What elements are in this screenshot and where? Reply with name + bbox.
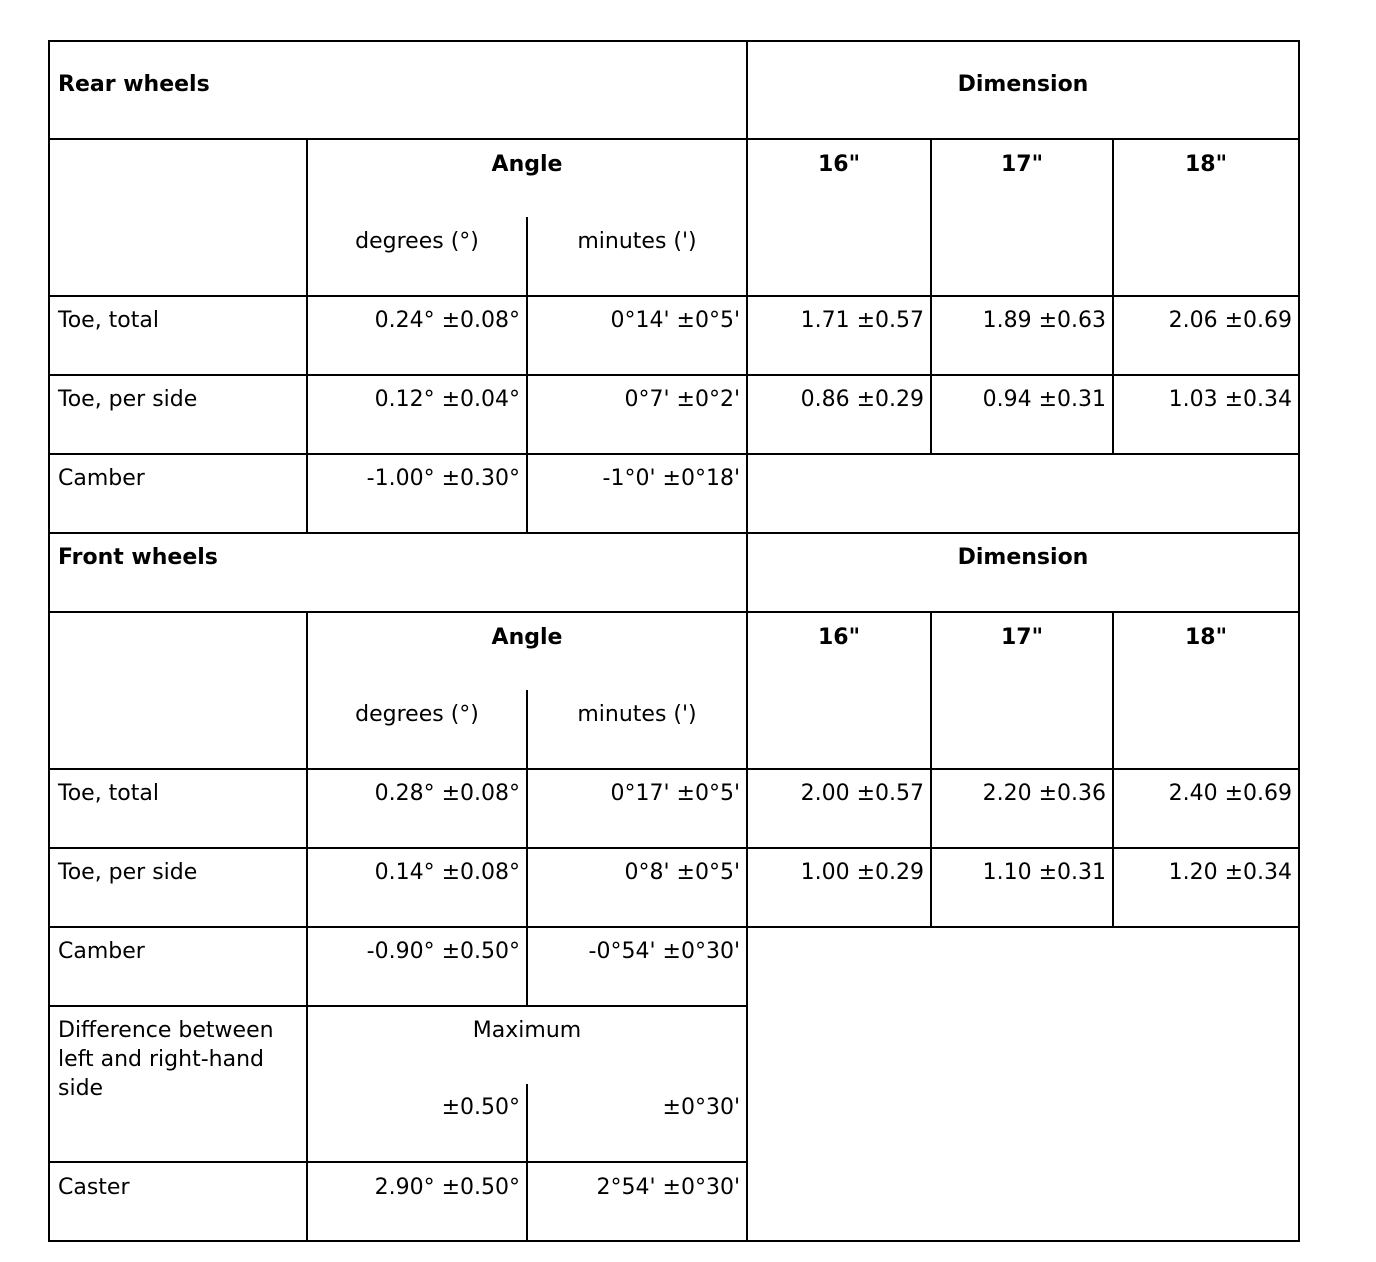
rear-row-dim-16: 0.86 ±0.29 <box>800 387 924 412</box>
front-degrees-header: degrees (°) <box>355 702 479 727</box>
rear-row-degrees: 0.12° ±0.04° <box>374 387 520 412</box>
front-minutes-header: minutes (') <box>577 702 697 727</box>
front-row-dim-18: 2.40 ±0.69 <box>1168 781 1292 806</box>
front-size-17-header: 17" <box>1000 625 1044 650</box>
rule <box>48 532 1300 534</box>
rear-row-label: Toe, total <box>58 308 159 333</box>
rear-row-dim-18: 2.06 ±0.69 <box>1168 308 1292 333</box>
rear-row-minutes: -1°0' ±0°18' <box>602 466 740 491</box>
front-row-label: Difference between left and right-hand side <box>58 1018 274 1101</box>
rear-dimension-header: Dimension <box>957 72 1089 97</box>
rule <box>48 40 50 1242</box>
front-section-title: Front wheels <box>58 545 218 570</box>
rear-minutes-header: minutes (') <box>577 229 697 254</box>
rule <box>48 40 1300 42</box>
front-row-dim-16: 2.00 ±0.57 <box>800 781 924 806</box>
rear-row-dim-17: 0.94 ±0.31 <box>982 387 1106 412</box>
rear-row-minutes: 0°14' ±0°5' <box>610 308 740 333</box>
rear-row-label: Camber <box>58 466 145 491</box>
front-row-dim-17: 1.10 ±0.31 <box>982 860 1106 885</box>
rear-row-degrees: 0.24° ±0.08° <box>374 308 520 333</box>
front-size-16-header: 16" <box>817 625 861 650</box>
front-row-label: Caster <box>58 1175 130 1200</box>
front-row-dim-17: 2.20 ±0.36 <box>982 781 1106 806</box>
front-size-18-header: 18" <box>1184 625 1228 650</box>
rear-row-dim-17: 1.89 ±0.63 <box>982 308 1106 333</box>
front-row-minutes: 2°54' ±0°30' <box>596 1175 740 1200</box>
rear-size-16-header: 16" <box>817 152 861 177</box>
front-row-dim-18: 1.20 ±0.34 <box>1168 860 1292 885</box>
front-row-minutes: 0°8' ±0°5' <box>624 860 740 885</box>
front-angle-header: Angle <box>491 625 563 650</box>
rule <box>1298 40 1300 1242</box>
front-row-minutes: 0°17' ±0°5' <box>610 781 740 806</box>
rule <box>48 1240 1300 1242</box>
rear-row-minutes: 0°7' ±0°2' <box>624 387 740 412</box>
front-row-degrees: ±0.50° <box>441 1095 520 1120</box>
rear-row-dim-16: 1.71 ±0.57 <box>800 308 924 333</box>
rule <box>48 1005 748 1007</box>
rear-section-title: Rear wheels <box>58 72 210 97</box>
front-row-degrees: 0.28° ±0.08° <box>374 781 520 806</box>
rear-angle-header: Angle <box>491 152 563 177</box>
rear-row-dim-18: 1.03 ±0.34 <box>1168 387 1292 412</box>
front-row-minutes: ±0°30' <box>662 1095 740 1120</box>
rear-degrees-header: degrees (°) <box>355 229 479 254</box>
front-row-label: Toe, per side <box>58 860 198 885</box>
rule <box>48 1161 748 1163</box>
front-maximum-header: Maximum <box>472 1018 582 1043</box>
rear-row-degrees: -1.00° ±0.30° <box>366 466 520 491</box>
front-row-label: Toe, total <box>58 781 159 806</box>
front-row-degrees: 2.90° ±0.50° <box>374 1175 520 1200</box>
front-row-dim-16: 1.00 ±0.29 <box>800 860 924 885</box>
front-row-minutes: -0°54' ±0°30' <box>588 939 740 964</box>
rear-size-17-header: 17" <box>1000 152 1044 177</box>
front-row-label: Camber <box>58 939 145 964</box>
front-dimension-header: Dimension <box>957 545 1089 570</box>
front-row-degrees: -0.90° ±0.50° <box>366 939 520 964</box>
rear-size-18-header: 18" <box>1184 152 1228 177</box>
rear-row-label: Toe, per side <box>58 387 198 412</box>
front-row-degrees: 0.14° ±0.08° <box>374 860 520 885</box>
